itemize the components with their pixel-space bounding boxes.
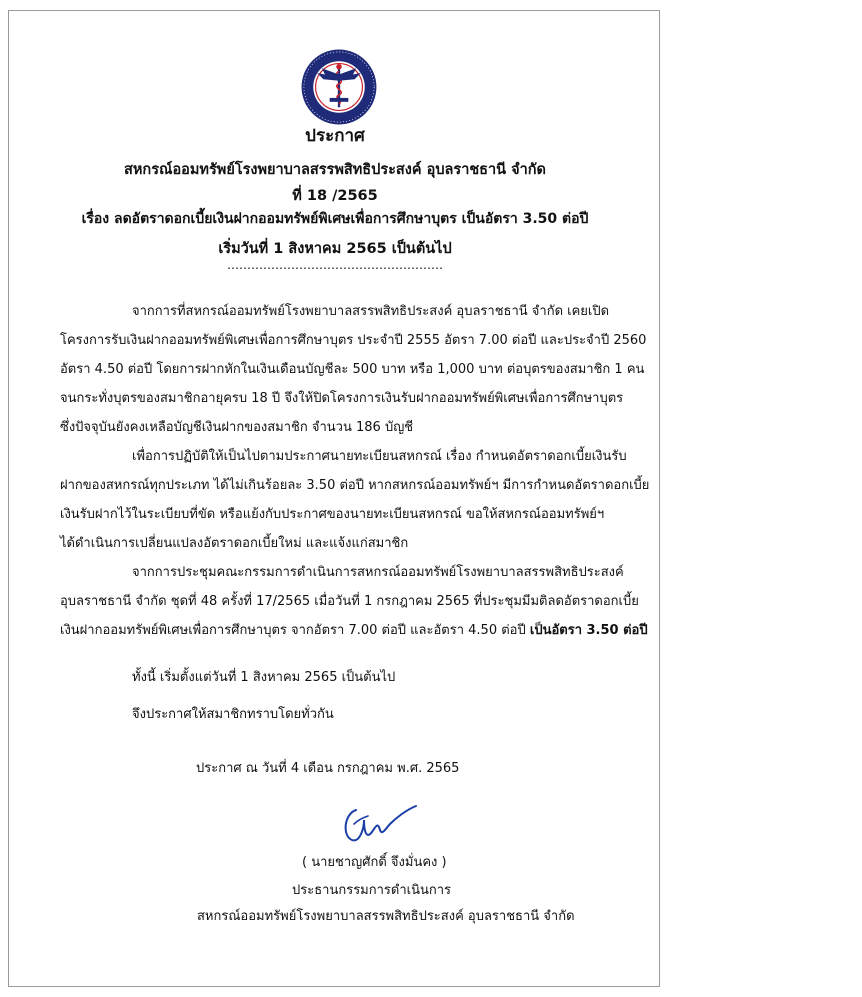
para1-line-3: อัตรา 4.50 ต่อปี โดยการฝากหักในเงินเดือนบัญชีละ 500 บาท หรือ 1,000 บาท ต่อบุตรของสมาชิก 1 คน: [60, 362, 645, 377]
para3-line-2: อุบลราชธานี จำกัด ชุดที่ 48 ครั้งที่ 17/2565 เมื่อวันที่ 1 กรกฎาคม 2565 ที่ประชุมมีมติลดอัตราดอกเบี้ย: [60, 594, 639, 609]
page-border: [8, 10, 660, 987]
para1-line-4: จนกระทั่งบุตรของสมาชิกอายุครบ 18 ปี จึงให้ปิดโครงการเงินรับฝากออมทรัพย์พิเศษเพื่อการศึกษาบุตร: [60, 391, 624, 406]
para1-line-2: โครงการรับเงินฝากออมทรัพย์พิเศษเพื่อการศึกษาบุตร ประจำปี 2555 อัตรา 7.00 ต่อปี และประจำปี 2560: [60, 333, 647, 348]
dotted-divider: ………………………………………………: [227, 258, 443, 272]
para2-line-2: ฝากของสหกรณ์ทุกประเภท ได้ไม่เกินร้อยละ 3.50 ต่อปี หากสหกรณ์ออมทรัพย์ฯ มีการกำหนดอัตราดอกเบี้ย: [60, 478, 650, 493]
signatory-position: ประธานกรรมการดำเนินการ: [292, 883, 452, 898]
cooperative-seal-logo: [300, 48, 378, 126]
handwritten-signature: [338, 800, 418, 848]
para2-line-3: เงินรับฝากไว้ในระเบียบที่ขัด หรือแย้งกับประกาศของนายทะเบียนสหกรณ์ ขอให้สหกรณ์ออมทรัพย์ฯ: [60, 507, 605, 522]
announcement-number: ที่ 18 /2565: [292, 188, 378, 204]
para2-line-4: ได้ดำเนินการเปลี่ยนแปลงอัตราดอกเบี้ยใหม่ และแจ้งแก่สมาชิก: [60, 536, 409, 551]
organization-name: สหกรณ์ออมทรัพย์โรงพยาบาลสรรพสิทธิประสงค์ อุบลราชธานี จำกัด: [124, 162, 546, 178]
effective-date-heading: เริ่มวันที่ 1 สิงหาคม 2565 เป็นต้นไป: [218, 241, 452, 257]
para1-line-1: จากการที่สหกรณ์ออมทรัพย์โรงพยาบาลสรรพสิทธิประสงค์ อุบลราชธานี จำกัด เคยเปิด: [132, 304, 610, 319]
announce-note: จึงประกาศให้สมาชิกทราบโดยทั่วกัน: [132, 707, 334, 722]
announcement-date: ประกาศ ณ วันที่ 4 เดือน กรกฎาคม พ.ศ. 2565: [196, 761, 460, 776]
new-rate-highlight: เป็นอัตรา 3.50 ต่อปี: [529, 623, 648, 638]
signatory-organization: สหกรณ์ออมทรัพย์โรงพยาบาลสรรพสิทธิประสงค์ อุบลราชธานี จำกัด: [197, 909, 575, 924]
para3-line-3-text: เงินฝากออมทรัพย์พิเศษเพื่อการศึกษาบุตร จากอัตรา 7.00 ต่อปี และอัตรา 4.50 ต่อปี: [60, 623, 530, 638]
para3-line-1: จากการประชุมคณะกรรมการดำเนินการสหกรณ์ออมทรัพย์โรงพยาบาลสรรพสิทธิประสงค์: [132, 565, 624, 580]
para1-line-5: ซึ่งปัจจุบันยังคงเหลือบัญชีเงินฝากของสมาชิก จำนวน 186 บัญชี: [60, 420, 414, 435]
announcement-subject: เรื่อง ลดอัตราดอกเบี้ยเงินฝากออมทรัพย์พิเศษเพื่อการศึกษาบุตร เป็นอัตรา 3.50 ต่อปี: [81, 211, 589, 227]
para2-line-1: เพื่อการปฏิบัติให้เป็นไปตามประกาศนายทะเบียนสหกรณ์ เรื่อง กำหนดอัตราดอกเบี้ยเงินรับ: [132, 449, 627, 464]
announcement-title: ประกาศ: [305, 126, 365, 146]
para3-line-3: [60, 619, 648, 640]
signatory-name: ( นายชาญศักดิ์ จึงมั่นคง ): [302, 855, 447, 870]
effective-note: ทั้งนี้ เริ่มตั้งแต่วันที่ 1 สิงหาคม 2565 เป็นต้นไป: [132, 670, 396, 685]
